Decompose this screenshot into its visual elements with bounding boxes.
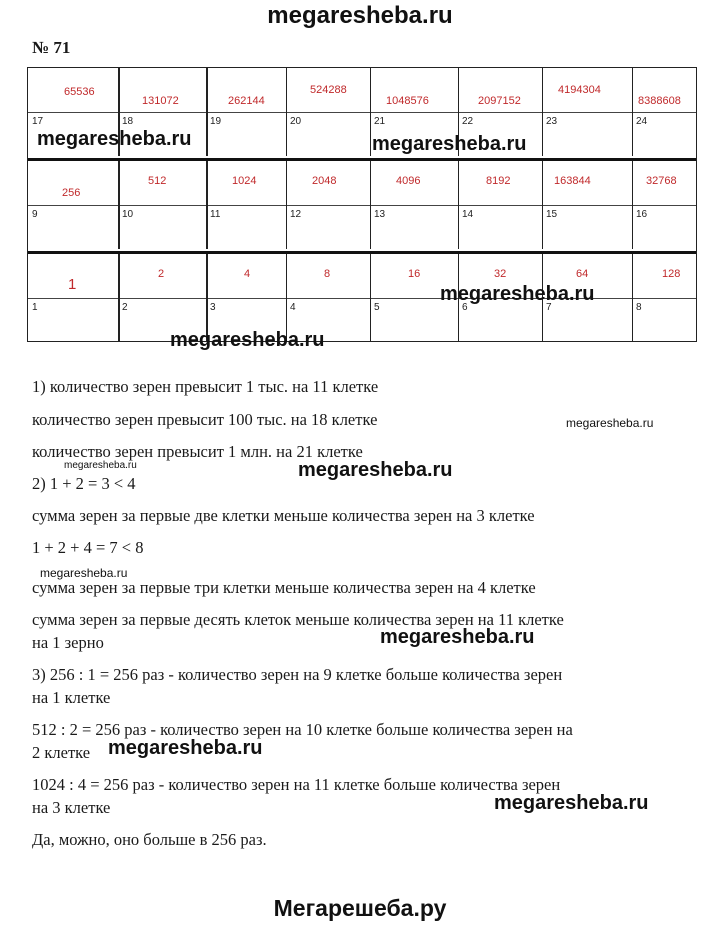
cell-grain-count: 8192 [486,175,511,187]
solution-line: 1 + 2 + 4 = 7 < 8 [32,538,144,557]
cell-number: 1 [32,302,38,313]
cell-grain-count: 4 [244,268,251,280]
grid-cell [632,161,696,249]
cell-number: 7 [546,302,552,313]
grid-cell [206,161,286,249]
solution-line: на 3 клетке [32,798,111,817]
grid-cell [206,68,286,156]
cell-number: 13 [374,209,386,220]
grid-cell [632,68,696,156]
cell-number: 18 [122,116,134,127]
watermark: megaresheba.ru [494,792,649,814]
cell-grain-count: 1048576 [386,95,429,107]
solution-line: 1) количество зерен превысит 1 тыс. на 11 клетке [32,377,379,396]
cell-number: 2 [122,302,128,313]
solution-line: количество зерен превысит 1 млн. на 21 клетке [32,442,363,461]
solution-line: сумма зерен за первые десять клеток меньше количества зерен на 11 клетке [32,610,564,629]
cell-number: 23 [546,116,558,127]
cell-grain-count: 163844 [554,175,591,187]
grid-cell [370,161,458,249]
grid-cell [542,161,632,249]
grid-cell [542,68,632,156]
cell-grain-count: 512 [148,175,167,187]
grid-cell [632,254,696,342]
solution-line: сумма зерен за первые две клетки меньше количества зерен на 3 клетке [32,506,535,525]
cell-grain-count: 32768 [646,175,677,187]
cell-number: 17 [32,116,44,127]
chessboard-grid [27,67,697,342]
grid-cell [286,68,370,156]
grid-cell [28,254,118,342]
solution-line: 2 клетке [32,743,91,762]
watermark: megaresheba.ru [37,128,192,150]
cell-grain-count: 8 [324,268,331,280]
site-footer: Мегарешеба.ру [273,895,447,921]
cell-number: 16 [636,209,648,220]
watermark: megaresheba.ru [64,460,137,471]
watermark: megaresheba.ru [170,329,325,351]
cell-grain-count: 4194304 [558,84,601,96]
solution-line: 512 : 2 = 256 раз - количество зерен на 10 клетке больше количества зерен на [32,720,573,739]
cell-grain-count: 1024 [232,175,257,187]
grid-cell [286,161,370,249]
cell-grain-count: 65536 [64,86,95,98]
cell-grain-count: 64 [576,268,589,280]
cell-grain-count: 2 [158,268,165,280]
cell-grain-count: 4096 [396,175,421,187]
cell-grain-count: 131072 [142,95,179,107]
cell-number: 20 [290,116,302,127]
cell-number: 5 [374,302,380,313]
grid-row [28,254,696,342]
cell-number: 21 [374,116,386,127]
cell-number: 24 [636,116,648,127]
grid-cell [118,161,206,249]
watermark: megaresheba.ru [108,737,263,759]
watermark: megaresheba.ru [380,626,535,648]
cell-number: 19 [210,116,222,127]
grid-row [28,161,696,249]
cell-number: 3 [210,302,216,313]
solution-line: сумма зерен за первые три клетки меньше количества зерен на 4 клетке [32,578,536,597]
site-header: megaresheba.ru [267,2,453,29]
watermark: megaresheba.ru [298,459,453,481]
solution-line: Да, можно, оно больше в 256 раз. [32,830,267,849]
cell-grain-count: 2048 [312,175,337,187]
watermark: megaresheba.ru [566,416,654,430]
grid-cell [28,161,118,249]
cell-number: 4 [290,302,296,313]
cell-number: 6 [462,302,468,313]
cell-grain-count: 32 [494,268,507,280]
watermark: megaresheba.ru [40,566,128,580]
solution-line: 3) 256 : 1 = 256 раз - количество зерен на 9 клетке больше количества зерен [32,665,563,684]
solution-line: количество зерен превысит 100 тыс. на 18 клетке [32,410,378,429]
solution-line: на 1 клетке [32,688,111,707]
cell-grain-count: 128 [662,268,681,280]
solution-line: на 1 зерно [32,633,104,652]
cell-grain-count: 8388608 [638,95,681,107]
solution-line: 2) 1 + 2 = 3 < 4 [32,474,136,493]
cell-grain-count: 256 [62,187,81,199]
cell-number: 8 [636,302,642,313]
cell-grain-count: 262144 [228,95,265,107]
cell-grain-count: 2097152 [478,95,521,107]
cell-grain-count: 1 [68,276,77,293]
cell-number: 11 [210,209,221,220]
watermark: megaresheba.ru [440,283,595,305]
cell-grain-count: 524288 [310,84,347,96]
cell-number: 14 [462,209,474,220]
cell-number: 10 [122,209,134,220]
cell-number: 12 [290,209,302,220]
task-number: № 71 [32,38,71,57]
grid-cell [458,161,542,249]
cell-number: 15 [546,209,558,220]
cell-grain-count: 16 [408,268,421,280]
watermark: megaresheba.ru [372,133,527,155]
solution-line: 1024 : 4 = 256 раз - количество зерен на 11 клетке больше количества зерен [32,775,561,794]
cell-number: 22 [462,116,474,127]
cell-number: 9 [32,209,38,220]
